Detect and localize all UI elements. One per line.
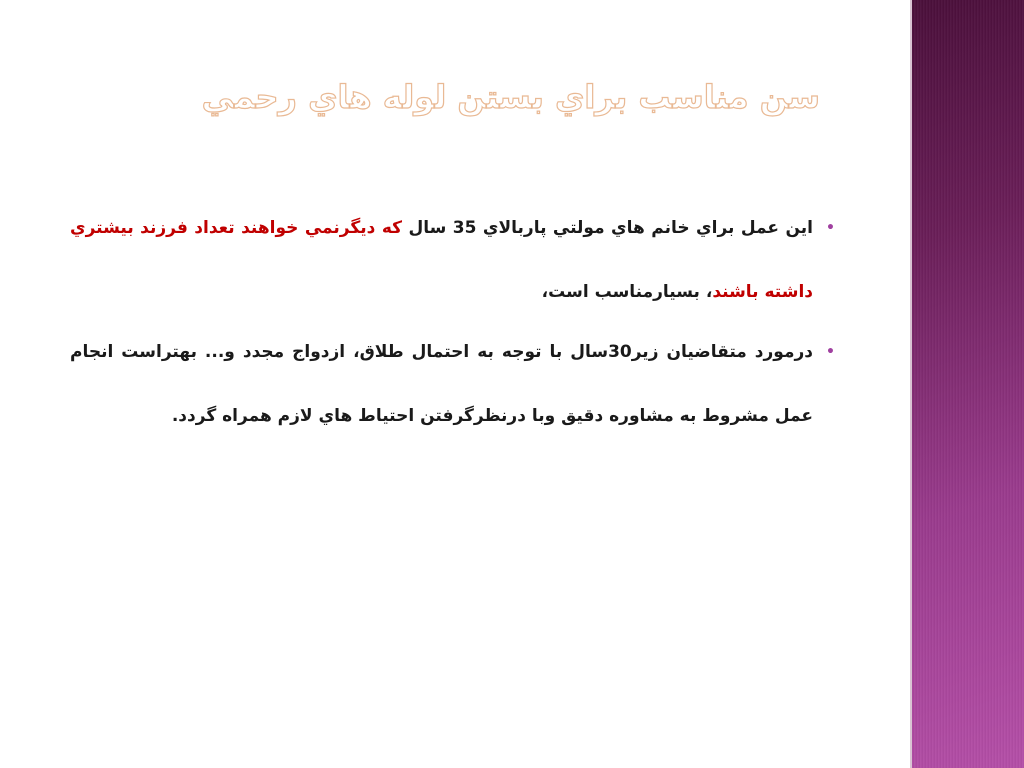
bullet-icon: • <box>826 344 835 360</box>
bullet-icon: • <box>826 220 835 236</box>
slide-title: سن مناسب براي بستن لوله هاي رحمي <box>201 78 820 116</box>
bullet-1-text-start: اين عمل براي خانم هاي مولتي پاربالاي 35 سال <box>402 218 813 238</box>
bullet-item-2 <box>70 320 835 448</box>
bullet-list <box>70 196 835 444</box>
side-band-divider <box>910 0 912 768</box>
bullet-2-text: درمورد متقاضيان زير30سال با توجه به احتمال طلاق، ازدواج مجدد و... بهتراست انجام عمل مشروط به مشاوره دقيق وبا درنظرگرفتن احتياط هاي لازم همراه گردد. <box>70 342 813 426</box>
bullet-1-highlight: كه ديگرنمي خواهند تعداد فرزند بيشتري داشته باشند <box>70 218 813 302</box>
decorative-side-band <box>911 0 1024 768</box>
bullet-item-1 <box>70 196 835 324</box>
bullet-1-text-end: ، بسيارمناسب است، <box>541 282 713 302</box>
